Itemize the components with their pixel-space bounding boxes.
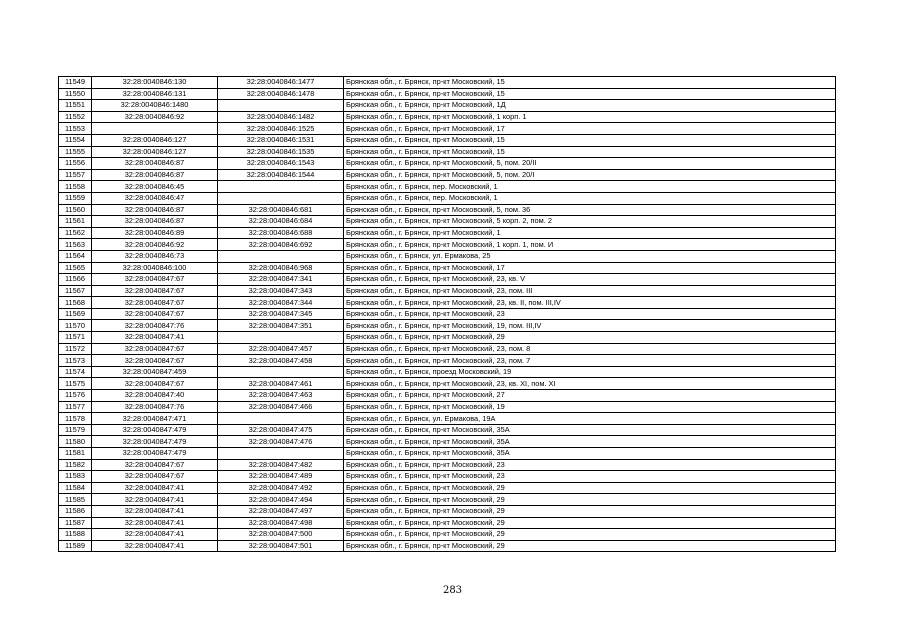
row-number-cell: 11587	[59, 517, 92, 529]
land-cadastral-number-cell: 32:28:0040846:73	[92, 250, 218, 262]
object-cadastral-number-cell	[218, 448, 344, 460]
table-row	[59, 471, 836, 483]
land-cadastral-number-cell: 32:28:0040847:41	[92, 482, 218, 494]
land-cadastral-number-cell: 32:28:0040847:67	[92, 274, 218, 286]
row-number-cell: 11561	[59, 216, 92, 228]
address-cell: Брянская обл., г. Брянск, пр-кт Московский, 5, пом. 20/II	[344, 158, 836, 170]
address-cell: Брянская обл., г. Брянск, пр-кт Московский, 5, пом. 36	[344, 204, 836, 216]
row-number-cell: 11584	[59, 482, 92, 494]
row-number-cell: 11554	[59, 134, 92, 146]
land-cadastral-number-cell: 32:28:0040846:89	[92, 227, 218, 239]
object-cadastral-number-cell: 32:28:0040847:466	[218, 401, 344, 413]
object-cadastral-number-cell: 32:28:0040846:1531	[218, 134, 344, 146]
object-cadastral-number-cell: 32:28:0040846:684	[218, 216, 344, 228]
table-row	[59, 540, 836, 552]
row-number-cell: 11557	[59, 169, 92, 181]
table-row	[59, 192, 836, 204]
object-cadastral-number-cell: 32:28:0040847:461	[218, 378, 344, 390]
object-cadastral-number-cell: 32:28:0040847:489	[218, 471, 344, 483]
object-cadastral-number-cell: 32:28:0040847:475	[218, 424, 344, 436]
table-row	[59, 529, 836, 541]
land-cadastral-number-cell: 32:28:0040847:41	[92, 494, 218, 506]
object-cadastral-number-cell: 32:28:0040846:968	[218, 262, 344, 274]
object-cadastral-number-cell: 32:28:0040846:1525	[218, 123, 344, 135]
page-number: 283	[442, 585, 463, 596]
registry-table	[58, 76, 836, 552]
row-number-cell: 11568	[59, 297, 92, 309]
object-cadastral-number-cell	[218, 181, 344, 193]
land-cadastral-number-cell: 32:28:0040847:459	[92, 366, 218, 378]
table-row	[59, 355, 836, 367]
address-cell: Брянская обл., г. Брянск, пр-кт Московский, 23, пом. 7	[344, 355, 836, 367]
object-cadastral-number-cell: 32:28:0040847:476	[218, 436, 344, 448]
table-row	[59, 77, 836, 89]
land-cadastral-number-cell: 32:28:0040847:67	[92, 285, 218, 297]
address-cell: Брянская обл., г. Брянск, пр-кт Московский, 5, пом. 20/I	[344, 169, 836, 181]
land-cadastral-number-cell: 32:28:0040847:40	[92, 390, 218, 402]
object-cadastral-number-cell: 32:28:0040846:1544	[218, 169, 344, 181]
address-cell: Брянская обл., г. Брянск, пр-кт Московский, 17	[344, 123, 836, 135]
address-cell: Брянская обл., г. Брянск, пр-кт Московский, 29	[344, 494, 836, 506]
row-number-cell: 11579	[59, 424, 92, 436]
address-cell: Брянская обл., г. Брянск, пр-кт Московский, 35А	[344, 436, 836, 448]
table-row	[59, 424, 836, 436]
object-cadastral-number-cell: 32:28:0040846:1543	[218, 158, 344, 170]
table-row	[59, 274, 836, 286]
row-number-cell: 11552	[59, 111, 92, 123]
address-cell: Брянская обл., г. Брянск, пр-кт Московский, 1 корп. 1, пом. И	[344, 239, 836, 251]
row-number-cell: 11567	[59, 285, 92, 297]
object-cadastral-number-cell: 32:28:0040847:458	[218, 355, 344, 367]
object-cadastral-number-cell: 32:28:0040847:344	[218, 297, 344, 309]
address-cell: Брянская обл., г. Брянск, ул. Ермакова, 19А	[344, 413, 836, 425]
row-number-cell: 11564	[59, 250, 92, 262]
land-cadastral-number-cell: 32:28:0040847:67	[92, 297, 218, 309]
land-cadastral-number-cell: 32:28:0040847:67	[92, 459, 218, 471]
address-cell: Брянская обл., г. Брянск, пр-кт Московский, 5 корп. 2, пом. 2	[344, 216, 836, 228]
table-row	[59, 181, 836, 193]
land-cadastral-number-cell: 32:28:0040847:67	[92, 343, 218, 355]
address-cell: Брянская обл., г. Брянск, пр-кт Московский, 1	[344, 227, 836, 239]
address-cell: Брянская обл., г. Брянск, пр-кт Московский, 15	[344, 146, 836, 158]
row-number-cell: 11574	[59, 366, 92, 378]
object-cadastral-number-cell: 32:28:0040847:457	[218, 343, 344, 355]
object-cadastral-number-cell: 32:28:0040847:501	[218, 540, 344, 552]
address-cell: Брянская обл., г. Брянск, пр-кт Московский, 29	[344, 332, 836, 344]
table-row	[59, 88, 836, 100]
object-cadastral-number-cell: 32:28:0040847:492	[218, 482, 344, 494]
land-cadastral-number-cell: 32:28:0040846:130	[92, 77, 218, 89]
table-row	[59, 169, 836, 181]
address-cell: Брянская обл., г. Брянск, пр-кт Московский, 1Д	[344, 100, 836, 112]
row-number-cell: 11588	[59, 529, 92, 541]
row-number-cell: 11559	[59, 192, 92, 204]
land-cadastral-number-cell: 32:28:0040846:87	[92, 204, 218, 216]
address-cell: Брянская обл., г. Брянск, пр-кт Московский, 23, кв. XI, пом. XI	[344, 378, 836, 390]
table-row	[59, 482, 836, 494]
address-cell: Брянская обл., г. Брянск, пр-кт Московский, 23	[344, 471, 836, 483]
land-cadastral-number-cell: 32:28:0040847:76	[92, 401, 218, 413]
address-cell: Брянская обл., г. Брянск, пр-кт Московский, 29	[344, 529, 836, 541]
row-number-cell: 11562	[59, 227, 92, 239]
address-cell: Брянская обл., г. Брянск, пр-кт Московский, 19, пом. III,IV	[344, 320, 836, 332]
land-cadastral-number-cell: 32:28:0040847:41	[92, 529, 218, 541]
row-number-cell: 11586	[59, 505, 92, 517]
row-number-cell: 11583	[59, 471, 92, 483]
object-cadastral-number-cell: 32:28:0040846:688	[218, 227, 344, 239]
land-cadastral-number-cell: 32:28:0040847:479	[92, 448, 218, 460]
land-cadastral-number-cell: 32:28:0040846:1480	[92, 100, 218, 112]
address-cell: Брянская обл., г. Брянск, пр-кт Московский, 23	[344, 308, 836, 320]
table-row	[59, 158, 836, 170]
address-cell: Брянская обл., г. Брянск, пр-кт Московский, 15	[344, 88, 836, 100]
address-cell: Брянская обл., г. Брянск, ул. Ермакова, 25	[344, 250, 836, 262]
table-row	[59, 100, 836, 112]
land-cadastral-number-cell: 32:28:0040847:471	[92, 413, 218, 425]
land-cadastral-number-cell: 32:28:0040847:479	[92, 424, 218, 436]
object-cadastral-number-cell: 32:28:0040847:498	[218, 517, 344, 529]
object-cadastral-number-cell	[218, 250, 344, 262]
row-number-cell: 11558	[59, 181, 92, 193]
row-number-cell: 11573	[59, 355, 92, 367]
object-cadastral-number-cell	[218, 332, 344, 344]
table-row	[59, 378, 836, 390]
address-cell: Брянская обл., г. Брянск, пр-кт Московский, 29	[344, 482, 836, 494]
address-cell: Брянская обл., г. Брянск, пр-кт Московский, 23, пом. III	[344, 285, 836, 297]
land-cadastral-number-cell: 32:28:0040846:100	[92, 262, 218, 274]
table-row	[59, 517, 836, 529]
address-cell: Брянская обл., г. Брянск, пр-кт Московский, 27	[344, 390, 836, 402]
table-row	[59, 390, 836, 402]
land-cadastral-number-cell: 32:28:0040847:479	[92, 436, 218, 448]
row-number-cell: 11551	[59, 100, 92, 112]
object-cadastral-number-cell: 32:28:0040847:351	[218, 320, 344, 332]
table-row	[59, 459, 836, 471]
row-number-cell: 11560	[59, 204, 92, 216]
table-row	[59, 505, 836, 517]
table-row	[59, 239, 836, 251]
land-cadastral-number-cell: 32:28:0040847:67	[92, 471, 218, 483]
row-number-cell: 11576	[59, 390, 92, 402]
object-cadastral-number-cell: 32:28:0040847:345	[218, 308, 344, 320]
address-cell: Брянская обл., г. Брянск, пр-кт Московский, 19	[344, 401, 836, 413]
object-cadastral-number-cell	[218, 192, 344, 204]
address-cell: Брянская обл., г. Брянск, пр-кт Московский, 35А	[344, 448, 836, 460]
address-cell: Брянская обл., г. Брянск, пр-кт Московский, 17	[344, 262, 836, 274]
table-row	[59, 332, 836, 344]
row-number-cell: 11566	[59, 274, 92, 286]
address-cell: Брянская обл., г. Брянск, пер. Московский, 1	[344, 192, 836, 204]
table-row	[59, 227, 836, 239]
table-row	[59, 250, 836, 262]
land-cadastral-number-cell: 32:28:0040847:67	[92, 308, 218, 320]
address-cell: Брянская обл., г. Брянск, проезд Московский, 19	[344, 366, 836, 378]
land-cadastral-number-cell: 32:28:0040846:47	[92, 192, 218, 204]
table-row	[59, 401, 836, 413]
row-number-cell: 11569	[59, 308, 92, 320]
table-row	[59, 494, 836, 506]
table-row	[59, 204, 836, 216]
object-cadastral-number-cell: 32:28:0040846:681	[218, 204, 344, 216]
object-cadastral-number-cell: 32:28:0040846:1482	[218, 111, 344, 123]
land-cadastral-number-cell: 32:28:0040847:67	[92, 378, 218, 390]
land-cadastral-number-cell: 32:28:0040846:87	[92, 216, 218, 228]
row-number-cell: 11553	[59, 123, 92, 135]
address-cell: Брянская обл., г. Брянск, пр-кт Московский, 29	[344, 505, 836, 517]
row-number-cell: 11550	[59, 88, 92, 100]
row-number-cell: 11549	[59, 77, 92, 89]
table-row	[59, 343, 836, 355]
land-cadastral-number-cell: 32:28:0040846:131	[92, 88, 218, 100]
row-number-cell: 11581	[59, 448, 92, 460]
land-cadastral-number-cell	[92, 123, 218, 135]
table-row	[59, 366, 836, 378]
address-cell: Брянская обл., г. Брянск, пр-кт Московский, 15	[344, 134, 836, 146]
table-row	[59, 308, 836, 320]
address-cell: Брянская обл., г. Брянск, пр-кт Московский, 23, кв. V	[344, 274, 836, 286]
table-row	[59, 134, 836, 146]
object-cadastral-number-cell	[218, 413, 344, 425]
object-cadastral-number-cell	[218, 366, 344, 378]
object-cadastral-number-cell: 32:28:0040846:1535	[218, 146, 344, 158]
table-row	[59, 297, 836, 309]
address-cell: Брянская обл., г. Брянск, пр-кт Московский, 35А	[344, 424, 836, 436]
object-cadastral-number-cell: 32:28:0040847:494	[218, 494, 344, 506]
object-cadastral-number-cell	[218, 100, 344, 112]
table-row	[59, 262, 836, 274]
address-cell: Брянская обл., г. Брянск, пр-кт Московский, 29	[344, 517, 836, 529]
row-number-cell: 11589	[59, 540, 92, 552]
table-row	[59, 320, 836, 332]
object-cadastral-number-cell: 32:28:0040846:692	[218, 239, 344, 251]
registry-table-body	[59, 77, 836, 552]
row-number-cell: 11571	[59, 332, 92, 344]
land-cadastral-number-cell: 32:28:0040847:41	[92, 517, 218, 529]
address-cell: Брянская обл., г. Брянск, пер. Московский, 1	[344, 181, 836, 193]
land-cadastral-number-cell: 32:28:0040847:41	[92, 540, 218, 552]
table-row	[59, 285, 836, 297]
land-cadastral-number-cell: 32:28:0040846:127	[92, 146, 218, 158]
address-cell: Брянская обл., г. Брянск, пр-кт Московский, 23, пом. 8	[344, 343, 836, 355]
land-cadastral-number-cell: 32:28:0040847:41	[92, 505, 218, 517]
land-cadastral-number-cell: 32:28:0040846:92	[92, 111, 218, 123]
address-cell: Брянская обл., г. Брянск, пр-кт Московский, 23	[344, 459, 836, 471]
land-cadastral-number-cell: 32:28:0040846:87	[92, 158, 218, 170]
object-cadastral-number-cell: 32:28:0040847:463	[218, 390, 344, 402]
row-number-cell: 11585	[59, 494, 92, 506]
table-row	[59, 413, 836, 425]
row-number-cell: 11580	[59, 436, 92, 448]
land-cadastral-number-cell: 32:28:0040846:87	[92, 169, 218, 181]
object-cadastral-number-cell: 32:28:0040846:1478	[218, 88, 344, 100]
object-cadastral-number-cell: 32:28:0040847:500	[218, 529, 344, 541]
row-number-cell: 11563	[59, 239, 92, 251]
land-cadastral-number-cell: 32:28:0040846:45	[92, 181, 218, 193]
row-number-cell: 11575	[59, 378, 92, 390]
row-number-cell: 11582	[59, 459, 92, 471]
table-row	[59, 111, 836, 123]
object-cadastral-number-cell: 32:28:0040847:482	[218, 459, 344, 471]
row-number-cell: 11555	[59, 146, 92, 158]
row-number-cell: 11556	[59, 158, 92, 170]
address-cell: Брянская обл., г. Брянск, пр-кт Московский, 15	[344, 77, 836, 89]
address-cell: Брянская обл., г. Брянск, пр-кт Московский, 23, кв. II, пом. III,IV	[344, 297, 836, 309]
address-cell: Брянская обл., г. Брянск, пр-кт Московский, 1 корп. 1	[344, 111, 836, 123]
land-cadastral-number-cell: 32:28:0040847:76	[92, 320, 218, 332]
land-cadastral-number-cell: 32:28:0040847:67	[92, 355, 218, 367]
object-cadastral-number-cell: 32:28:0040847:343	[218, 285, 344, 297]
object-cadastral-number-cell: 32:28:0040847:341	[218, 274, 344, 286]
table-row	[59, 216, 836, 228]
row-number-cell: 11572	[59, 343, 92, 355]
row-number-cell: 11577	[59, 401, 92, 413]
row-number-cell: 11565	[59, 262, 92, 274]
land-cadastral-number-cell: 32:28:0040846:92	[92, 239, 218, 251]
row-number-cell: 11578	[59, 413, 92, 425]
row-number-cell: 11570	[59, 320, 92, 332]
object-cadastral-number-cell: 32:28:0040847:497	[218, 505, 344, 517]
table-row	[59, 123, 836, 135]
land-cadastral-number-cell: 32:28:0040847:41	[92, 332, 218, 344]
address-cell: Брянская обл., г. Брянск, пр-кт Московский, 29	[344, 540, 836, 552]
table-row	[59, 436, 836, 448]
object-cadastral-number-cell: 32:28:0040846:1477	[218, 77, 344, 89]
table-row	[59, 146, 836, 158]
land-cadastral-number-cell: 32:28:0040846:127	[92, 134, 218, 146]
table-row	[59, 448, 836, 460]
